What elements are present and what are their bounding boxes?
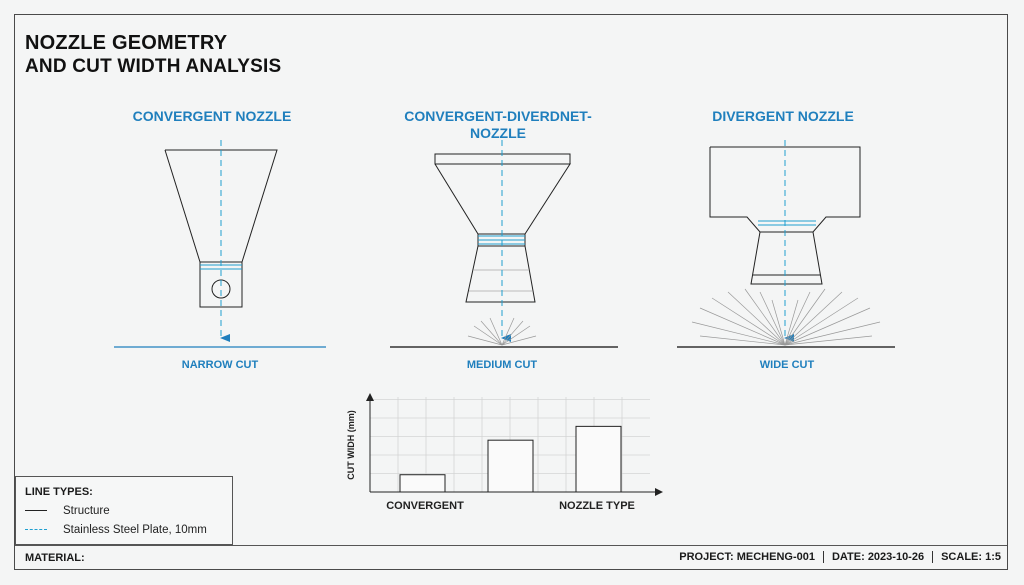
title-block (15, 545, 1007, 570)
project-info (679, 551, 1001, 563)
x-axis-arrow (655, 488, 663, 496)
cd-nozzle-title-line2: NOZZLE (470, 125, 526, 141)
drawing-scale: SCALE: 1:5 (941, 551, 1001, 563)
narrow-cut-label: NARROW CUT (181, 359, 259, 371)
legend-item-label: Structure (63, 505, 110, 517)
bar (576, 426, 621, 492)
legend-item-structure (25, 505, 110, 517)
legend-item-plate (25, 524, 207, 536)
line-types-legend (15, 476, 233, 545)
bar (400, 475, 445, 492)
divergent-nozzle-title: DIVERGENT NOZZLE (712, 108, 854, 124)
x-axis-label: NOZZLE TYPE (559, 500, 635, 512)
cd-nozzle-title-line1: CONVERGENT-DIVERDNET- (404, 108, 592, 124)
material-field: MATERIAL: (25, 552, 85, 564)
y-axis-arrow (366, 393, 374, 401)
wide-cut-label: WIDE CUT (759, 359, 815, 371)
y-axis-label: CUT WIDH (mm) (346, 410, 356, 480)
divergent-nozzle-drawing (677, 140, 895, 347)
convergent-nozzle-drawing (114, 140, 326, 347)
cd-nozzle-drawing (390, 140, 618, 347)
legend-item-label: Stainless Steel Plate, 10mm (63, 524, 207, 536)
divergent-tip (751, 232, 822, 284)
x-tick-label: CONVERGENT (386, 500, 464, 512)
divergent-body (710, 147, 860, 232)
dashed-line-swatch (25, 529, 47, 530)
drawing-title-line2: AND CUT WIDTH ANALYSIS (25, 56, 282, 77)
drawing-title-line1: NOZZLE GEOMETRY (25, 32, 228, 54)
medium-cut-label: MEDIUM CUT (466, 359, 538, 371)
solid-line-swatch (25, 510, 47, 511)
divider (823, 551, 824, 563)
cd-diverging-section (466, 246, 535, 302)
legend-title: LINE TYPES: (25, 486, 93, 498)
bar (488, 440, 533, 492)
project-id: PROJECT: MECHENG-001 (679, 551, 815, 563)
divergent-spray-lines (692, 289, 880, 345)
cut-width-chart (346, 393, 663, 512)
drawing-date: DATE: 2023-10-26 (831, 551, 925, 563)
convergent-nozzle-title: CONVERGENT NOZZLE (132, 108, 292, 124)
divider (932, 551, 933, 563)
